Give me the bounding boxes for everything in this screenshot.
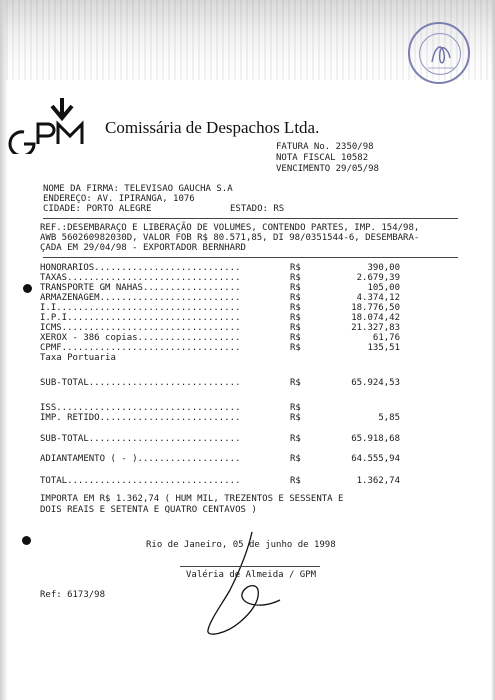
tax-value: 5,85 — [378, 413, 400, 423]
item-value: 4.374,12 — [356, 293, 400, 303]
item-value: 390,00 — [367, 263, 400, 273]
item-value: 61,76 — [372, 333, 400, 343]
stamp-scribble — [410, 24, 472, 86]
amount-words-line-1: IMPORTA EM R$ 1.362,74 ( HUM MIL, TREZENTOS E SESSENTA E — [40, 494, 344, 504]
tax-currency: R$ — [290, 413, 301, 423]
total-currency: R$ — [290, 476, 301, 486]
divider — [43, 257, 458, 258]
item-label: CPMF................................. — [40, 343, 241, 353]
item-currency: R$ — [290, 323, 301, 333]
divider — [43, 218, 458, 219]
date-line: Rio de Janeiro, 05 de junho de 1998 — [146, 540, 336, 550]
item-currency: R$ — [290, 333, 301, 343]
item-label: TRANSPORTE GM NAHAS.................. — [40, 283, 241, 293]
item-label: XEROX - 386 copias................... — [40, 333, 241, 343]
item-label: ARMAZENAGEM.......................... — [40, 293, 241, 303]
item-label: I.I.................................. — [40, 303, 241, 313]
binder-hole-bottom — [22, 536, 31, 545]
handwritten-signature-icon — [170, 530, 300, 640]
subtotal-currency: R$ — [290, 434, 301, 444]
reference-line-3: ÇADA EM 29/04/98 - EXPORTADOR BERNHARD — [40, 243, 246, 253]
svg-text:GPM: GPM — [12, 153, 14, 154]
item-currency: R$ — [290, 263, 301, 273]
total-label: TOTAL................................ — [40, 476, 241, 486]
item-label: Taxa Portuaria — [40, 353, 116, 363]
subtotal-value: 65.924,53 — [351, 378, 400, 388]
tax-currency: R$ — [290, 403, 301, 413]
item-value: 2.679,39 — [356, 273, 400, 283]
item-value: 135,51 — [367, 343, 400, 353]
item-value: 105,00 — [367, 283, 400, 293]
item-currency: R$ — [290, 343, 301, 353]
reference-line-1: REF.:DESEMBARAÇO E LIBERAÇÃO DE VOLUMES, CONTENDO PARTES, IMP. 154/98, — [40, 223, 420, 233]
tax-label: IMP. RETIDO.......................... — [40, 413, 241, 423]
signatory: Valéria de Almeida / GPM — [186, 570, 317, 580]
gpm-logo — [2, 98, 102, 154]
nota-fiscal: NOTA FISCAL 10582 — [276, 153, 369, 163]
item-label: HONORARIOS........................... — [40, 263, 241, 273]
subtotal-currency: R$ — [290, 378, 301, 388]
client-estado: ESTADO: RS — [230, 204, 285, 214]
item-value: 18.074,42 — [351, 313, 400, 323]
amount-words-line-2: DOIS REAIS E SETENTA E QUATRO CENTAVOS ) — [40, 505, 257, 515]
reference-line-2: AWB 560260982030D, VALOR FOB R$ 80.571,85, DI 98/0351544-6, DESEMBARA- — [40, 233, 420, 243]
seal-stamp-icon — [408, 22, 470, 84]
item-currency: R$ — [290, 303, 301, 313]
item-label: I.P.I................................ — [40, 313, 241, 323]
signature-line — [180, 566, 320, 567]
adiantamento-label: ADIANTAMENTO ( - )................... — [40, 454, 241, 464]
fatura-number: FATURA No. 2350/98 — [276, 142, 374, 152]
scan-edge-right — [491, 0, 495, 700]
footer-ref: Ref: 6173/98 — [40, 590, 106, 600]
tax-label: ISS.................................. — [40, 403, 241, 413]
subtotal-value: 65.918,68 — [351, 434, 400, 444]
item-label: TAXAS................................ — [40, 273, 241, 283]
item-currency: R$ — [290, 283, 301, 293]
item-currency: R$ — [290, 313, 301, 323]
subtotal-label: SUB-TOTAL............................ — [40, 434, 241, 444]
item-currency: R$ — [290, 273, 301, 283]
item-currency: R$ — [290, 293, 301, 303]
adiantamento-value: 64.555,94 — [351, 454, 400, 464]
binder-hole-top — [23, 284, 32, 293]
total-value: 1.362,74 — [356, 476, 400, 486]
item-label: ICMS................................. — [40, 323, 241, 333]
subtotal-label: SUB-TOTAL............................ — [40, 378, 241, 388]
item-value: 18.776,50 — [351, 303, 400, 313]
client-endereco: ENDEREÇO: AV. IPIRANGA, 1076 — [43, 194, 195, 204]
client-firma: NOME DA FIRMA: TELEVISAO GAUCHA S.A — [43, 184, 233, 194]
vencimento: VENCIMENTO 29/05/98 — [276, 164, 379, 174]
item-value: 21.327,83 — [351, 323, 400, 333]
client-cidade: CIDADE: PORTO ALEGRE — [43, 204, 152, 214]
adiantamento-currency: R$ — [290, 454, 301, 464]
company-name: Comissária de Despachos Ltda. — [105, 118, 320, 137]
